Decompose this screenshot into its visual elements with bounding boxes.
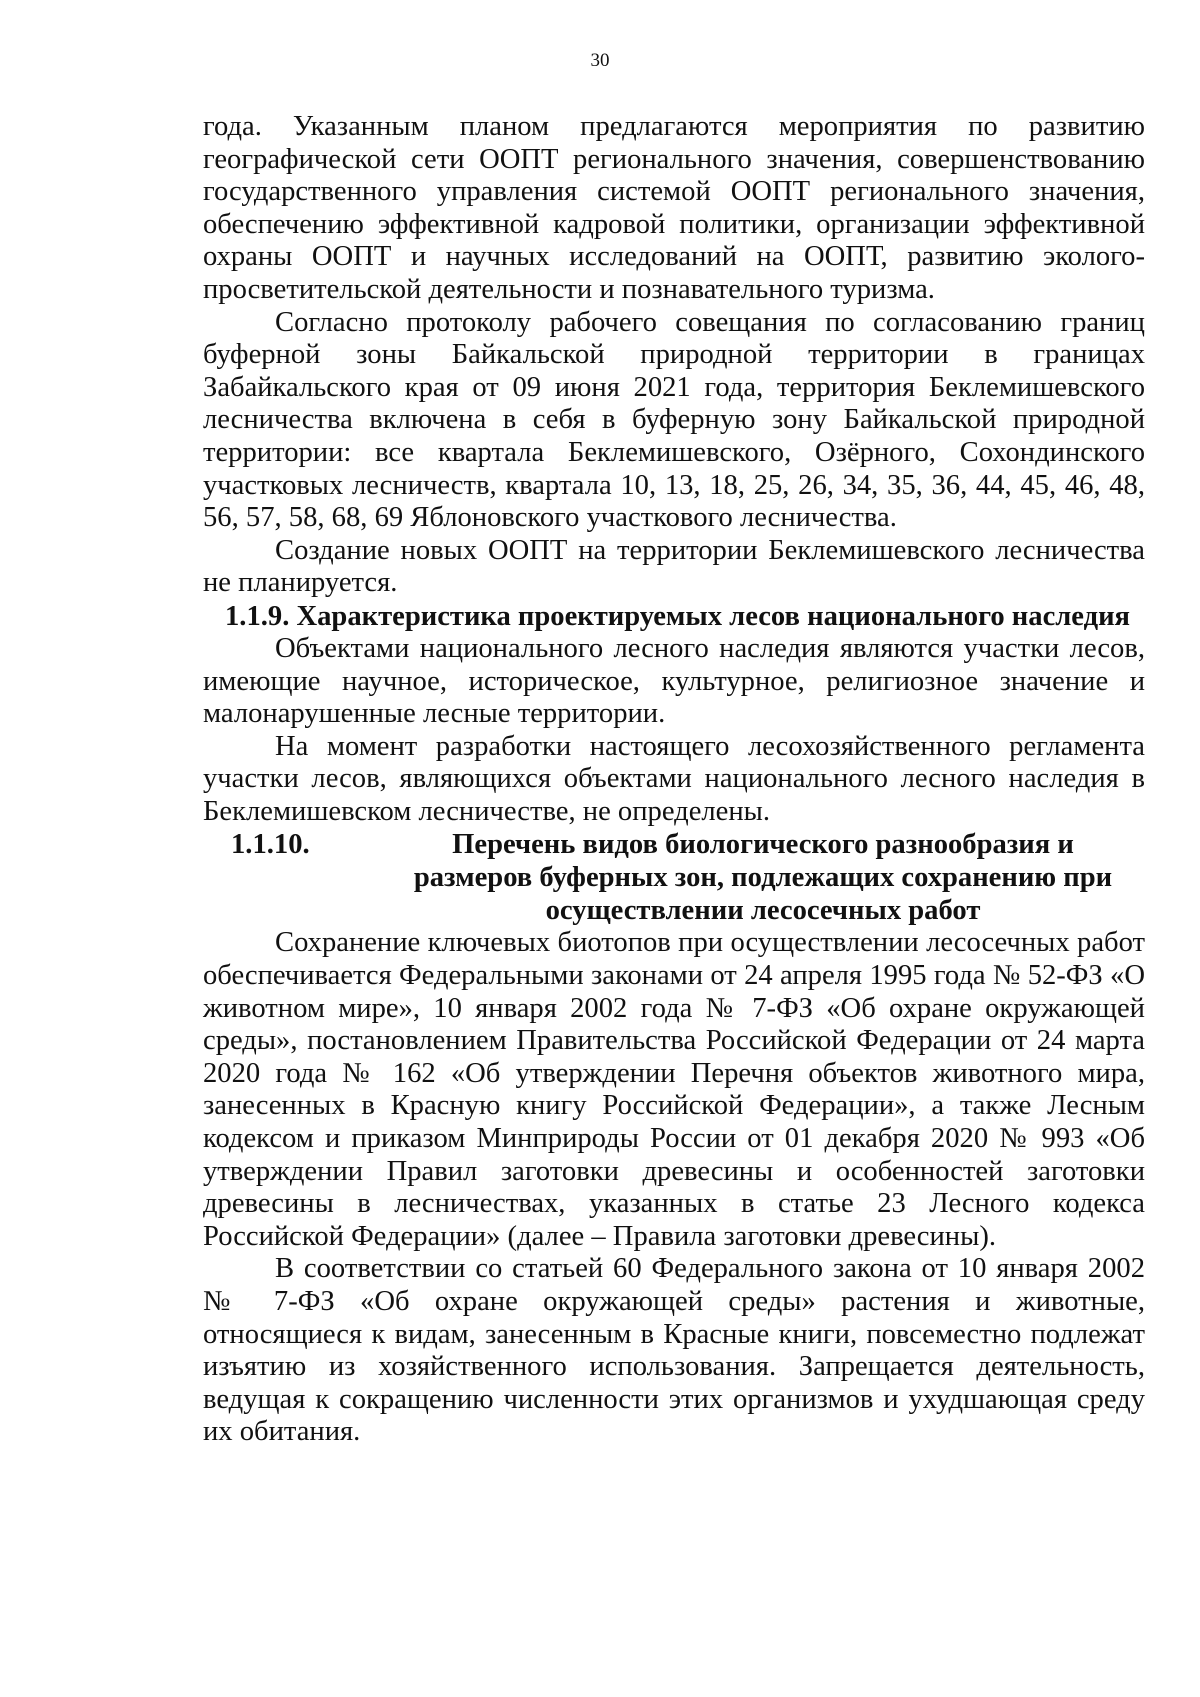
paragraph-new-protected-areas: Создание новых ООПТ на территории Беклемишевского лесничества не планируется. xyxy=(203,534,1145,599)
paragraph-biotopes: Сохранение ключевых биотопов при осуществлении лесосечных работ обеспечивается Федеральными законами от 24 апреля 1995 года № 52-ФЗ «О животном мире», 10 января 2002 года № 7-ФЗ «Об охране окружающей среды», постановлением Правительства Российской Федерации от 24 марта 2020 года № 162 «Об утверждении Перечня объектов животного мира, занесенных в Красную книгу Российской Федерации», а также Лесным кодексом и приказом Минприроды России от 01 декабря 2020 № 993 «Об утверждении Правил заготовки древесины и особенностей заготовки древесины в лесничествах, указанных в статье 23 Лесного кодекса Российской Федерации» (далее – Правила заготовки древесины). xyxy=(203,927,1145,1252)
paragraph-buffer-zone: Согласно протоколу рабочего совещания по согласованию границ буферной зоны Байкальской природной территории в границах Забайкальского края от 09 июня 2021 года, территория Беклемишевского лесничества включена в себя в буферную зону Байкальской природной территории: все квартала Беклемишевского, Озёрного, Сохондинского участковых лесничеств, квартала 10, 13, 18, 25, 26, 34, 35, 36, 44, 45, 46, 48, 56, 57, 58, 68, 69 Яблоновского участкового лесничества. xyxy=(203,306,1145,534)
page-number: 30 xyxy=(590,50,610,71)
paragraph-heritage-objects: Объектами национального лесного наследия являются участки лесов, имеющие научное, историческое, культурное, религиозное значение и малонарушенные лесные территории. xyxy=(203,632,1145,730)
paragraph-heritage-status: На момент разработки настоящего лесохозяйственного регламента участки лесов, являющихся объектами национального лесного наследия в Беклемишевском лесничестве, не определены. xyxy=(203,730,1145,827)
section-number: 1.1.10. xyxy=(231,829,310,861)
document-body xyxy=(203,111,1145,1449)
section-title: Перечень видов биологического разнообразия и размеров буферных зон, подлежащих сохранению при осуществлении лесосечных работ xyxy=(413,829,1113,927)
paragraph-continuation: года. Указанным планом предлагаются мероприятия по развитию географической сети ООПТ регионального значения, совершенствованию государственного управления системой ООПТ регионального значения, обеспечению эффективной кадровой политики, организации эффективной охраны ООПТ и научных исследований на ООПТ, развитию эколого-просветительской деятельности и познавательного туризма. xyxy=(203,111,1145,305)
section-heading-1-1-9: 1.1.9. Характеристика проектируемых лесов национального наследия xyxy=(225,600,1131,632)
paragraph-red-book: В соответствии со статьей 60 Федерального закона от 10 января 2002 № 7-ФЗ «Об охране окружающей среды» растения и животные, относящиеся к видам, занесенным в Красные книги, повсеместно подлежат изъятию из хозяйственного использования. Запрещается деятельность, ведущая к сокращению численности этих организмов и ухудшающая среду их обитания. xyxy=(203,1253,1145,1448)
section-heading-1-1-10 xyxy=(203,828,1145,927)
